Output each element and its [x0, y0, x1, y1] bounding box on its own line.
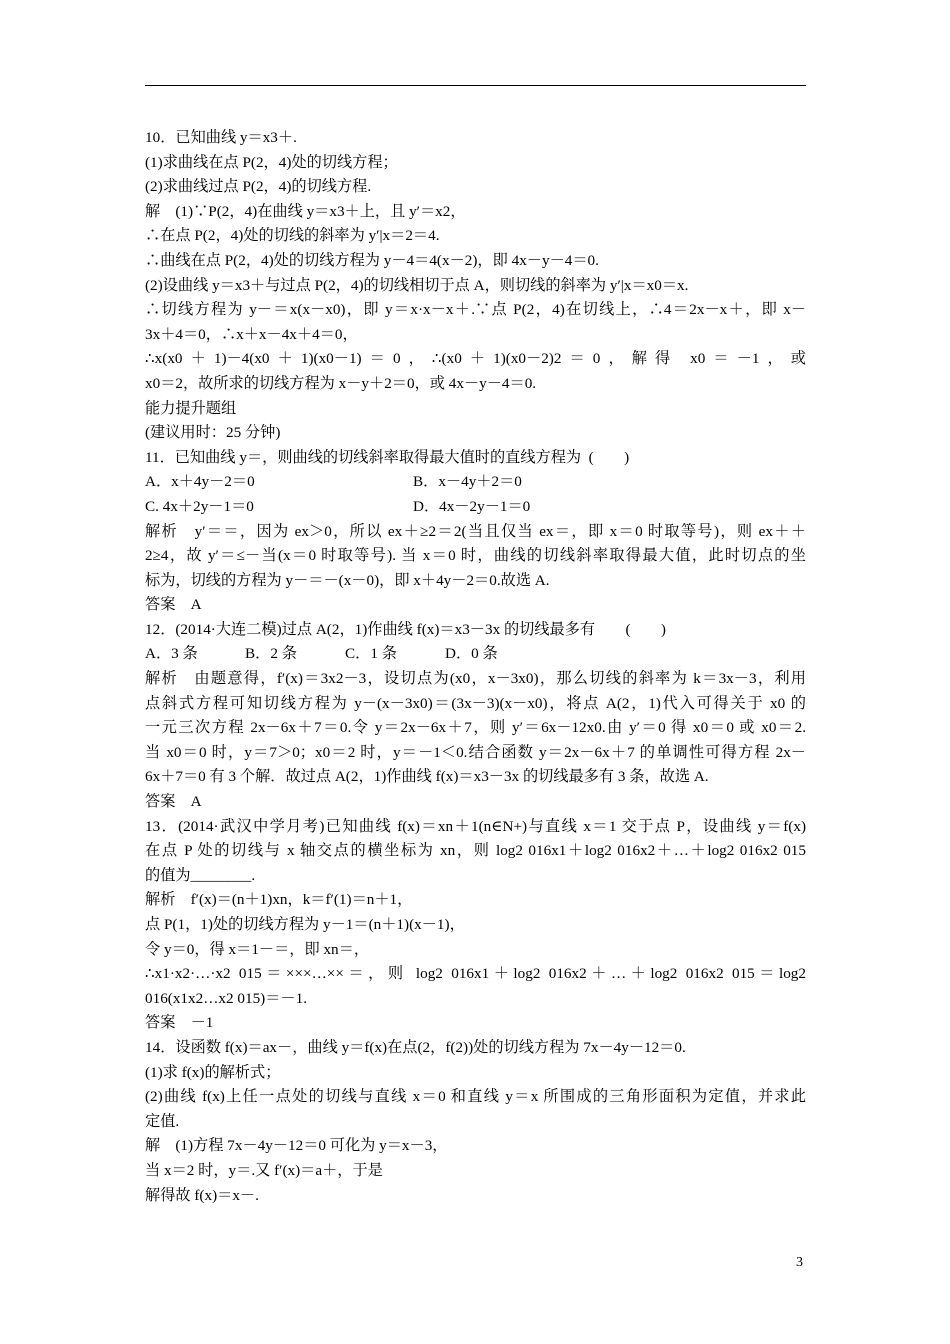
q14-title: 14．设函数 f(x)＝ax－，曲线 y＝f(x)在点(2，f(2))处的切线方程为 7x－4y－12＝0.: [145, 1038, 686, 1056]
page-content: [145, 126, 806, 1208]
q10-solution-line: ∴x(x0＋1)－4(x0＋1)(x0－1)＝0，∴(x0＋1)(x0－2)2＝0，解得 x0＝－1，或: [145, 350, 806, 368]
q11-analysis-line: 解析 y′＝＝，因为 ex＞0，所以 ex＋≥2＝2(当且仅当 ex＝，即 x＝0 时取等号)，则 ex＋＋: [145, 522, 806, 540]
q12-option-a: A．3 条: [145, 645, 198, 663]
q13-title-cont: 的值为________.: [145, 866, 256, 884]
q11-option-b: B．x－4y＋2＝0: [413, 473, 522, 491]
q11-option-d: D．4x－2y－1＝0: [413, 497, 531, 515]
q14-part2: (2)曲线 f(x)上任一点处的切线与直线 x＝0 和直线 y＝x 所围成的三角形面积为定值，并求此: [145, 1088, 806, 1106]
q10-part1: (1)求曲线在点 P(2，4)处的切线方程；: [145, 153, 398, 171]
q13-title-cont: 在点 P 处的切线与 x 轴交点的横坐标为 xn，则 log2 016x1＋log2 016x2＋…＋log2 016x2 015: [145, 842, 806, 860]
q12-analysis-line: 一元三次方程 2x－6x＋7＝0.令 y＝2x－6x＋7，则 y′＝6x－12x0.由 y′＝0 得 x0＝0 或 x0＝2.: [145, 719, 806, 737]
q10-solution-line: (2)设曲线 y＝x3＋与过点 P(2，4)的切线相切于点 A，则切线的斜率为 y′|x＝x0＝x.: [145, 276, 689, 294]
q14-part1: (1)求 f(x)的解析式；: [145, 1063, 281, 1081]
q12-analysis-line: 当 x0＝0 时，y＝7＞0；x0＝2 时，y＝－1＜0.结合函数 y＝2x－6x＋7 的单调性可得方程 2x－: [145, 743, 806, 761]
q13-analysis-line: 016(x1x2…x2 015)＝－1.: [145, 989, 307, 1007]
q10-solution-line: x0＝2，故所求的切线方程为 x－y＋2＝0，或 4x－y－4＝0.: [145, 374, 537, 392]
section-heading: 能力提升题组: [145, 399, 237, 417]
q11-option-c: C. 4x＋2y－1＝0: [145, 497, 254, 515]
q11-options-row: [145, 495, 806, 520]
q13-title: 13．(2014·武汉中学月考)已知曲线 f(x)＝xn＋1(n∈N+)与直线 x＝1 交于点 P，设曲线 y＝f(x): [145, 817, 806, 835]
q14-solution-line: 解得故 f(x)＝x－.: [145, 1186, 259, 1204]
q13-analysis-line: ∴x1·x2·…·x2 015＝×××…××＝，则 log2 016x1＋log2 016x2＋…＋log2 016x2 015＝log2: [145, 965, 806, 983]
q12-option-c: C．1 条: [345, 645, 397, 663]
q10-solution-line: ∴在点 P(2，4)处的切线的斜率为 y′|x＝2＝4.: [145, 227, 440, 245]
q10-solution-line: ∴切线方程为 y－＝x(x－x0)，即 y＝x·x－x＋.∵点 P(2，4)在切线上，∴4＝2x－x＋，即 x－: [145, 301, 806, 319]
q10-solution-line: ∴曲线在点 P(2，4)处的切线方程为 y－4＝4(x－2)，即 4x－y－4＝0.: [145, 251, 599, 269]
q12-option-b: B．2 条: [245, 645, 297, 663]
q13-analysis-line: 解析 f′(x)＝(n＋1)xn，k＝f′(1)＝n＋1，: [145, 891, 413, 909]
q12-analysis-line: 点斜式方程可知切线方程为 y－(x－3x0)＝(3x－3)(x－x0)，将点 A(2，1)代入可得关于 x0 的: [145, 694, 806, 712]
q10-title: 10．已知曲线 y＝x3＋.: [145, 129, 297, 146]
q13-answer: 答案 －1: [145, 1014, 214, 1032]
q12-analysis-line: 6x＋7＝0 有 3 个解．故过点 A(2，1)作曲线 f(x)＝x3－3x 的切线最多有 3 条，故选 A.: [145, 768, 709, 786]
q11-option-a: A．x＋4y－2＝0: [145, 473, 255, 491]
page-number: 3: [796, 1255, 803, 1270]
q11-analysis-line: 2≥4，故 y′＝≤－当(x＝0 时取等号). 当 x＝0 时，曲线的切线斜率取得最大值，此时切点的坐: [145, 547, 806, 565]
q12-options-row: [145, 642, 806, 667]
q10-solution-line: 3x＋4＝0，∴x＋x－4x＋4＝0，: [145, 325, 358, 343]
q11-answer: 答案 A: [145, 596, 202, 614]
q11-title: 11．已知曲线 y＝，则曲线的切线斜率取得最大值时的直线方程为 ( ): [145, 448, 630, 466]
q12-option-d: D．0 条: [445, 645, 498, 663]
section-time-note: (建议用时：25 分钟): [145, 424, 281, 442]
q14-solution-line: 当 x＝2 时，y＝.又 f′(x)＝a＋，于是: [145, 1161, 383, 1179]
q11-analysis-line: 标为，切线的方程为 y－＝－(x－0)，即 x＋4y－2＝0.故选 A.: [145, 571, 550, 589]
q12-answer: 答案 A: [145, 793, 202, 811]
q14-solution-line: 解 (1)方程 7x－4y－12＝0 可化为 y＝x－3，: [145, 1137, 448, 1155]
q14-part2-cont: 定值.: [145, 1112, 180, 1130]
q10-part2: (2)求曲线过点 P(2，4)的切线方程.: [145, 178, 372, 196]
header-rule: [145, 85, 806, 86]
q13-analysis-line: 点 P(1，1)处的切线方程为 y－1＝(n＋1)(x－1)，: [145, 916, 465, 933]
q10-solution-line: 解 (1)∵P(2，4)在曲线 y＝x3＋上，且 y′＝x2，: [145, 202, 466, 220]
q11-options-row: [145, 470, 806, 495]
q12-title: 12．(2014·大连二模)过点 A(2，1)作曲线 f(x)＝x3－3x 的切线最多有 ( ): [145, 620, 666, 638]
q13-analysis-line: 令 y＝0，得 x＝1－＝，即 xn＝，: [145, 940, 370, 958]
q12-analysis-line: 解析 由题意得，f′(x)＝3x2－3，设切点为(x0，x－3x0)，那么切线的斜率为 k＝3x－3，利用: [145, 670, 806, 688]
